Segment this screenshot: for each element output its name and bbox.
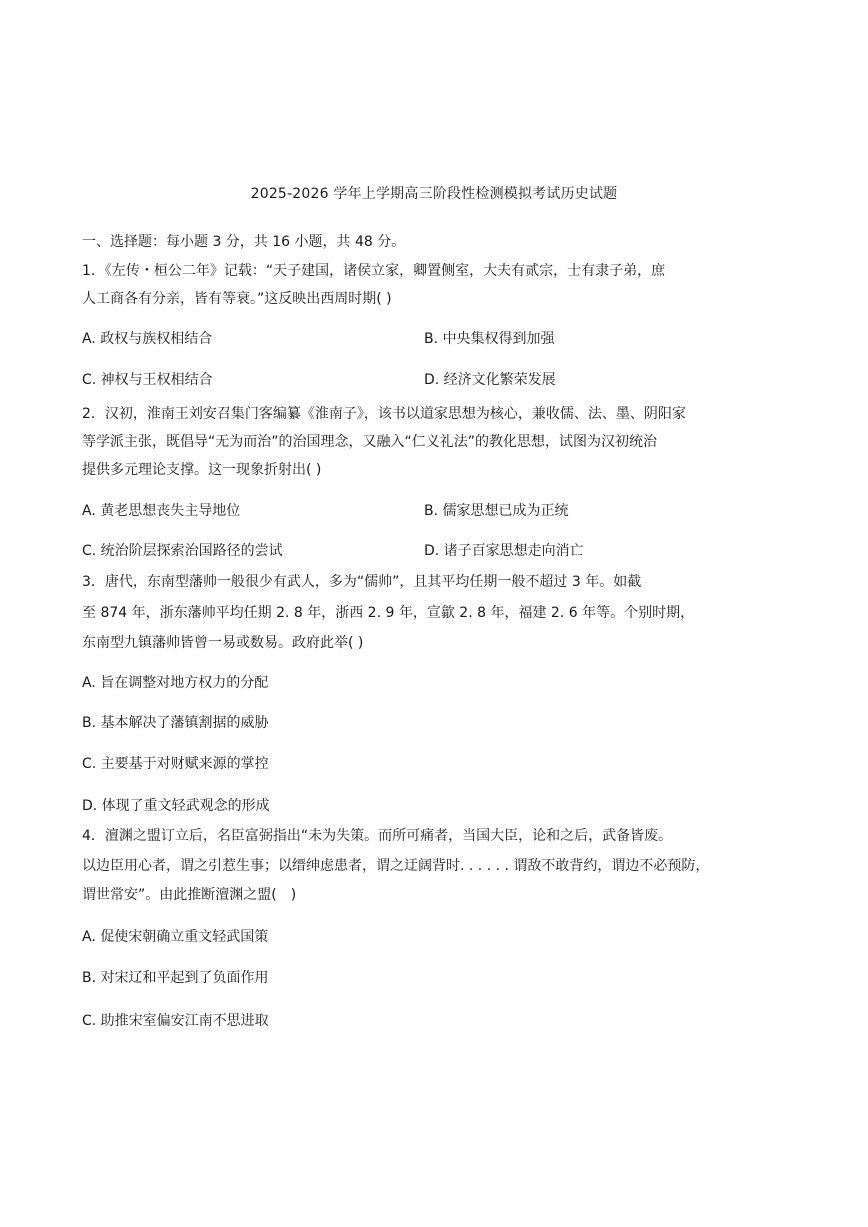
question-3-line-3: 东南型九镇藩帅皆曾一易或数易。政府此举( ) xyxy=(82,635,364,651)
question-4-option-a[interactable]: A. 促使宋朝确立重文轻武国策 xyxy=(82,929,269,945)
question-2-option-c[interactable]: C. 统治阶层探索治国路径的尝试 xyxy=(82,543,283,559)
question-3-option-b[interactable]: B. 基本解决了藩镇割据的威胁 xyxy=(82,715,269,731)
question-3-line-2: 至 874 年，浙东藩帅平均任期 2. 8 年，浙西 2. 9 年，宣歙 2. 8 年，福建 2. 6 年等。个别时期， xyxy=(82,605,695,621)
question-3-option-a[interactable]: A. 旨在调整对地方权力的分配 xyxy=(82,675,269,691)
question-1-option-c[interactable]: C. 神权与王权相结合 xyxy=(82,372,213,388)
question-2-line-1: 2．汉初，淮南王刘安召集门客编纂《淮南子》，该书以道家思想为核心，兼收儒、法、墨、阴阳家 xyxy=(82,406,686,422)
question-2-line-2: 等学派主张，既倡导“无为而治”的治国理念，又融入“仁义礼法”的教化思想，试图为汉初统治 xyxy=(82,434,658,450)
section-heading: 一、选择题：每小题 3 分，共 16 小题，共 48 分。 xyxy=(82,234,406,250)
question-1-option-d[interactable]: D. 经济文化繁荣发展 xyxy=(424,372,556,388)
question-2-line-3: 提供多元理论支撑。这一现象折射出( ) xyxy=(82,462,322,478)
question-1-option-b[interactable]: B. 中央集权得到加强 xyxy=(424,331,555,347)
question-4-option-b[interactable]: B. 对宋辽和平起到了负面作用 xyxy=(82,970,269,986)
question-2-option-d[interactable]: D. 诸子百家思想走向消亡 xyxy=(424,543,584,559)
question-4-option-c[interactable]: C. 助推宋室偏安江南不思进取 xyxy=(82,1013,269,1029)
question-3-line-1: 3．唐代，东南型藩帅一般很少有武人，多为“儒帅”，且其平均任期一般不超过 3 年。如截 xyxy=(82,574,642,590)
question-1-option-a[interactable]: A. 政权与族权相结合 xyxy=(82,331,213,347)
question-4-line-1: 4．澶渊之盟订立后，名臣富弼指出“未为失策。而所可痛者，当国大臣，论和之后，武备皆废。 xyxy=(82,828,673,844)
exam-title: 2025-2026 学年上学期高三阶段性检测模拟考试历史试题 xyxy=(250,186,618,202)
question-2-option-b[interactable]: B. 儒家思想已成为正统 xyxy=(424,503,569,519)
question-3-option-c[interactable]: C. 主要基于对财赋来源的掌控 xyxy=(82,756,269,772)
question-4-line-3: 谓世常安”。由此推断澶渊之盟( ) xyxy=(82,887,297,903)
question-2-option-a[interactable]: A. 黄老思想丧失主导地位 xyxy=(82,503,241,519)
question-3-option-d[interactable]: D. 体现了重文轻武观念的形成 xyxy=(82,798,270,814)
question-1-line-1: 1．《左传・桓公二年》记载：“天子建国，诸侯立家，卿置侧室，大夫有贰宗，士有隶子弟，庶 xyxy=(82,263,666,279)
question-1-line-2: 人工商各有分亲，皆有等衰。”这反映出西周时期( ) xyxy=(82,291,392,307)
question-4-line-2: 以边臣用心者，谓之引惹生事；以缙绅虑患者，谓之迂阔背时. . . . . . 谓敌不敢背约，谓边不必预防， xyxy=(82,858,710,874)
